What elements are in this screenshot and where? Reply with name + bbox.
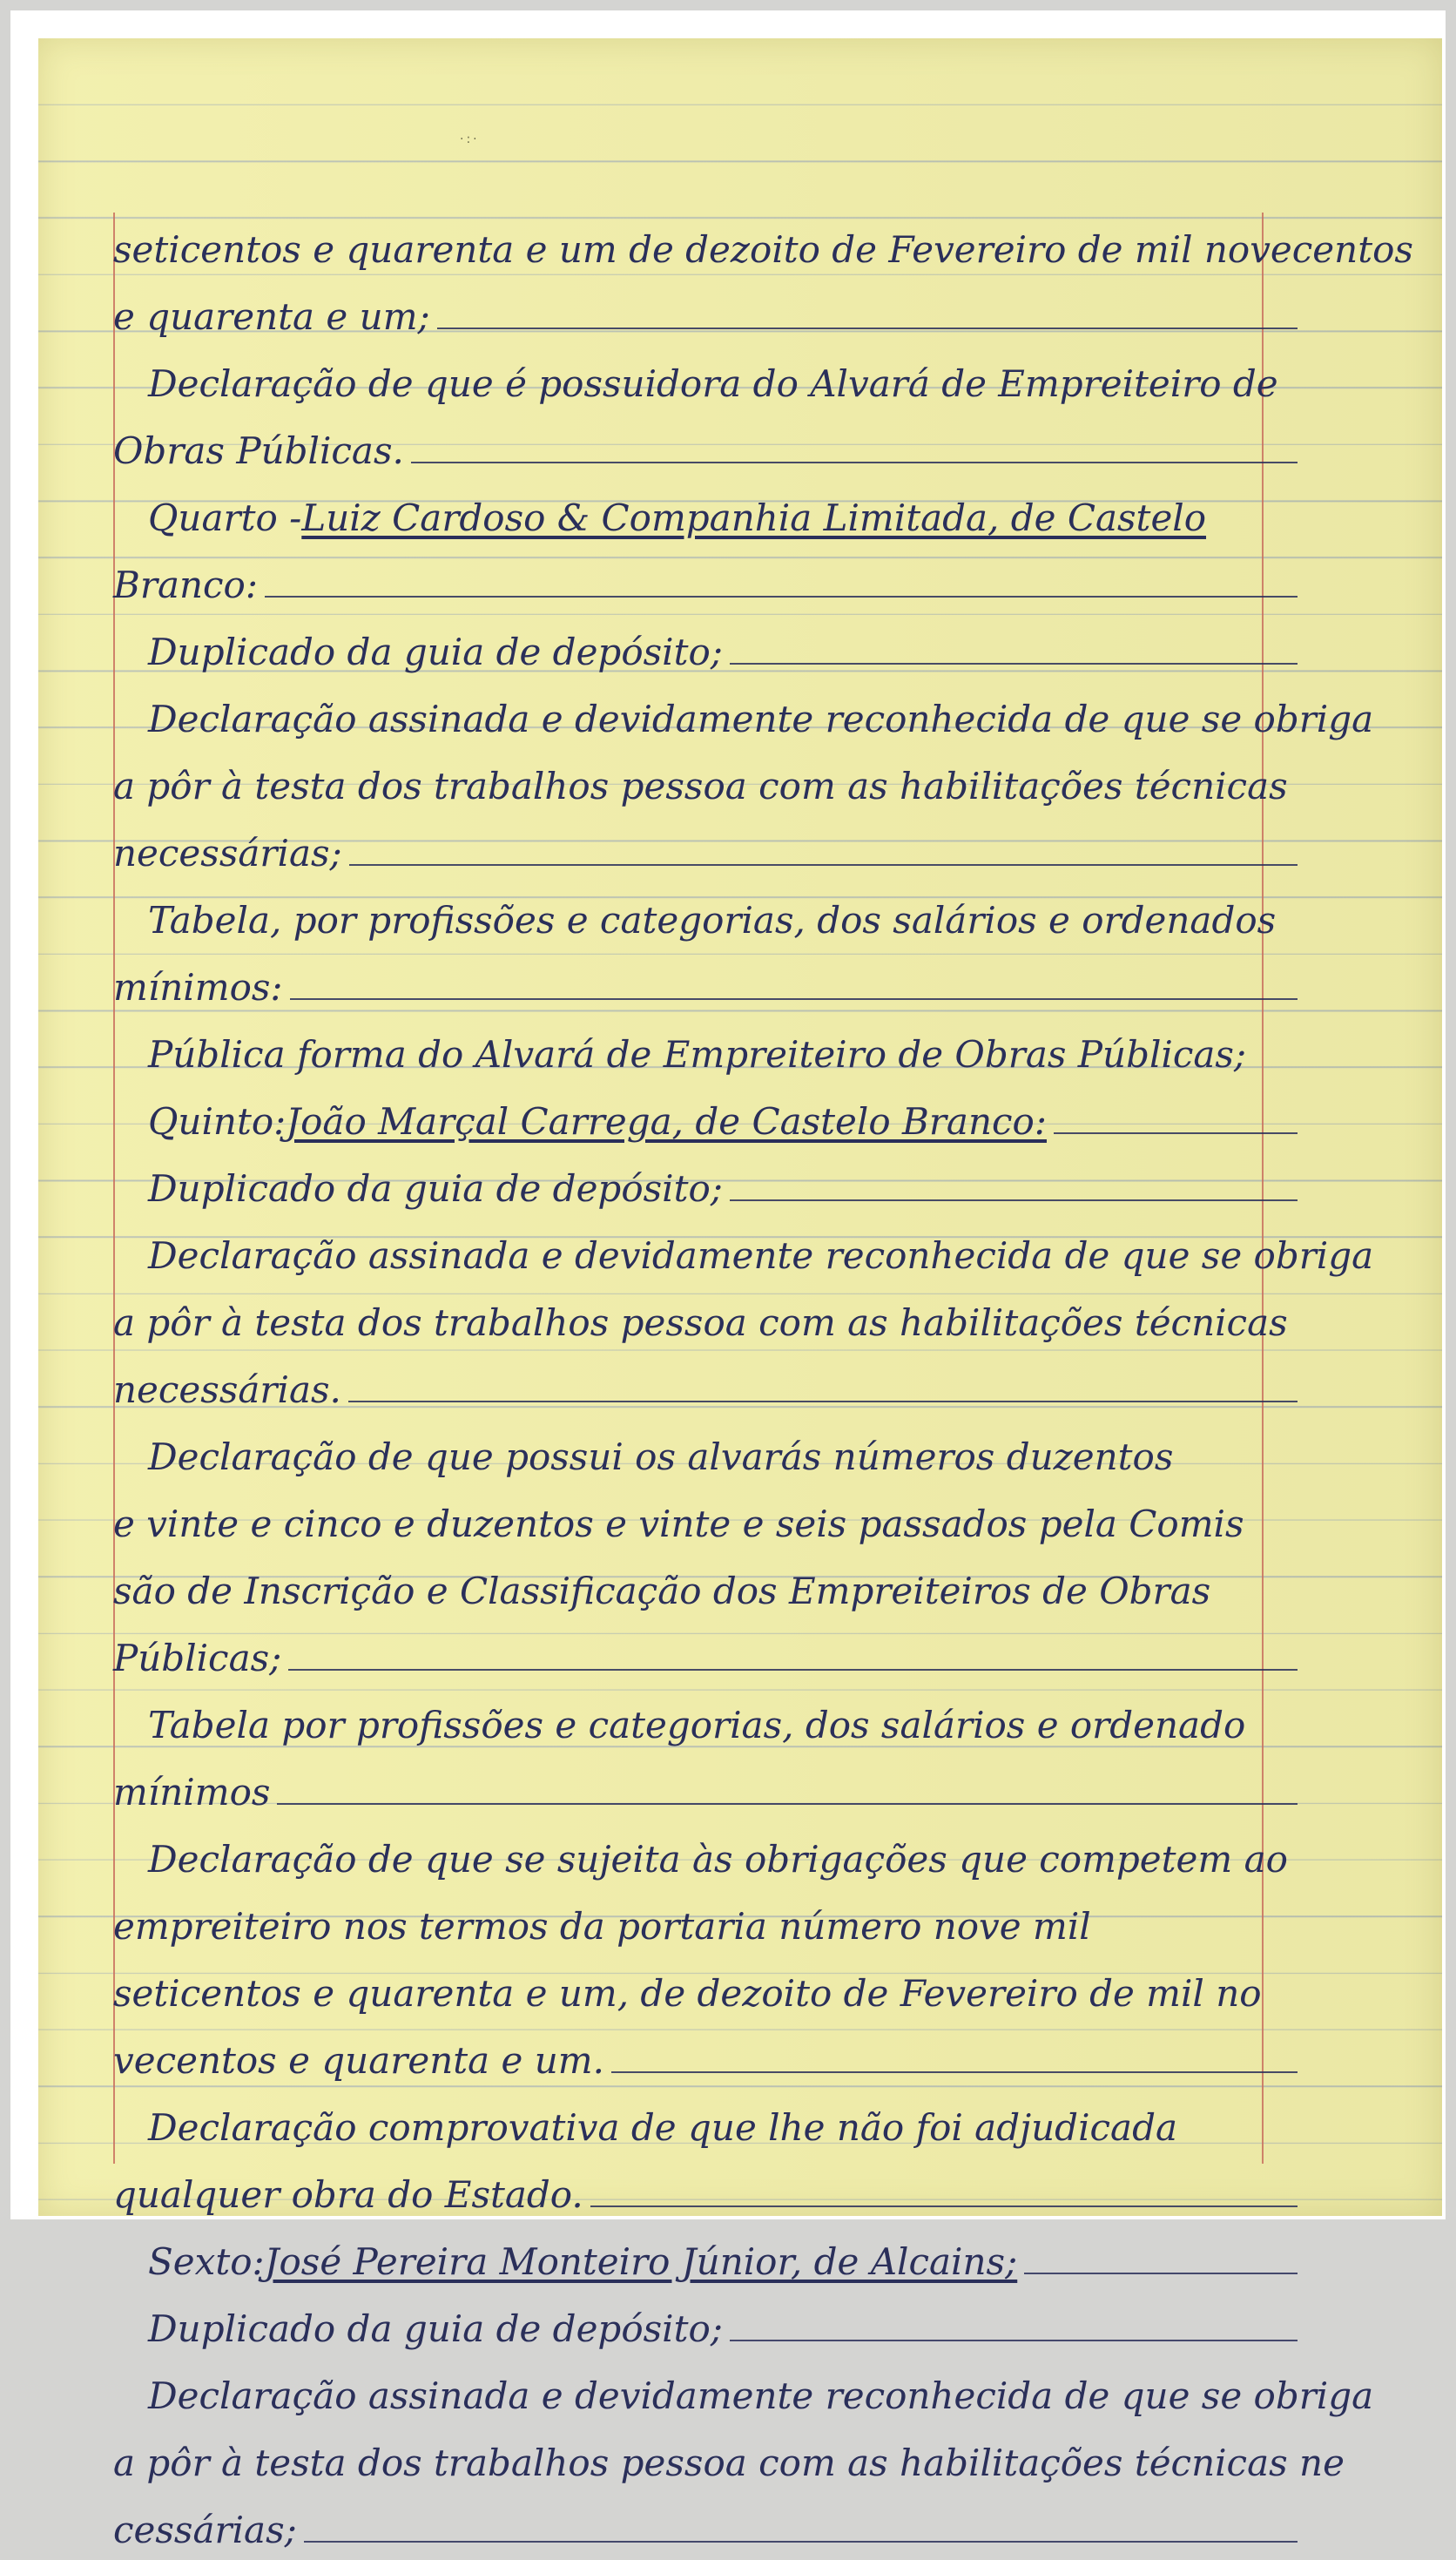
line-text: Pública forma do Alvará de Empreiteiro de Obras Públicas; xyxy=(148,1033,1247,1076)
line-text: seticentos e quarenta e um de dezoito de Fevereiro de mil novecentos xyxy=(113,228,1413,271)
text-line xyxy=(113,1889,1298,1956)
text-line xyxy=(113,1956,1298,2023)
text-line xyxy=(113,347,1298,414)
text-line xyxy=(113,2292,1298,2359)
ledger-paper xyxy=(38,38,1442,2551)
line-fill-dash xyxy=(348,1401,1298,1402)
line-text: a pôr à testa dos trabalhos pessoa com as habilitações técnicas xyxy=(113,1301,1288,1344)
text-line xyxy=(113,1219,1374,1286)
line-text: qualquer obra do Estado. xyxy=(113,2173,583,2216)
line-text: Tabela por profissões e categorias, dos salários e ordenado xyxy=(148,1704,1246,1746)
text-line xyxy=(113,1688,1298,1755)
text-line xyxy=(113,548,1298,615)
line-fill-dash xyxy=(288,1669,1298,1671)
line-text: Declaração comprovativa de que lhe não foi adjudicada xyxy=(148,2106,1177,2149)
line-text: vecentos e quarenta e um. xyxy=(113,2039,604,2082)
underlined-name: Luiz Cardoso & Companhia Limitada, de Castelo xyxy=(301,496,1207,539)
text-line xyxy=(113,2091,1298,2158)
underlined-name: João Marçal Carrega, de Castelo Branco: xyxy=(286,1100,1047,1143)
text-line xyxy=(113,414,1298,481)
line-text: mínimos xyxy=(113,1771,271,1814)
line-fill-dash xyxy=(1054,1132,1298,1134)
line-text: seticentos e quarenta e um, de dezoito de Fevereiro de mil no xyxy=(113,1972,1262,2015)
text-line xyxy=(113,950,1298,1017)
line-text: Sexto: xyxy=(148,2240,265,2283)
text-line xyxy=(113,2023,1298,2091)
underlined-name: José Pereira Monteiro Júnior, de Alcains; xyxy=(264,2240,1018,2283)
text-line xyxy=(113,1420,1298,1487)
line-text: Declaração assinada e devidamente reconhecida de que se obriga xyxy=(148,698,1374,740)
text-line xyxy=(113,2493,1298,2560)
line-text: necessárias; xyxy=(113,832,342,875)
line-text: Duplicado da guia de depósito; xyxy=(148,2307,723,2350)
line-fill-dash xyxy=(437,328,1298,329)
text-line xyxy=(113,2225,1298,2292)
line-text: Duplicado da guia de depósito; xyxy=(148,631,723,673)
ink-smudge: ·:· xyxy=(460,132,480,146)
text-line xyxy=(113,1353,1298,1420)
line-fill-dash xyxy=(730,1199,1298,1201)
text-line xyxy=(113,2426,1345,2493)
text-line xyxy=(113,615,1298,682)
text-line xyxy=(113,1152,1298,1219)
text-line xyxy=(113,883,1298,950)
line-text: a pôr à testa dos trabalhos pessoa com as habilitações técnicas ne xyxy=(113,2442,1345,2484)
line-text: cessárias; xyxy=(113,2509,297,2551)
text-line xyxy=(113,1822,1298,1889)
line-text: Duplicado da guia de depósito; xyxy=(148,1167,723,1210)
line-text: Branco: xyxy=(113,564,258,606)
line-fill-dash xyxy=(590,2205,1298,2207)
line-fill-dash xyxy=(611,2071,1298,2073)
line-fill-dash xyxy=(265,596,1298,598)
text-line xyxy=(113,1621,1298,1688)
line-text: e quarenta e um; xyxy=(113,295,430,338)
line-text: mínimos: xyxy=(113,966,283,1009)
line-text: Declaração de que é possuidora do Alvará de Empreiteiro de xyxy=(148,362,1278,405)
line-text: Declaração assinada e devidamente reconhecida de que se obriga xyxy=(148,1234,1374,1277)
text-line xyxy=(113,1755,1298,1822)
line-fill-dash xyxy=(290,998,1298,1000)
text-line xyxy=(113,280,1298,347)
line-fill-dash xyxy=(1024,2273,1298,2274)
text-line xyxy=(113,2158,1298,2225)
handwritten-text-block xyxy=(113,213,1413,2560)
line-fill-dash xyxy=(411,462,1298,463)
line-text: e vinte e cinco e duzentos e vinte e seis passados pela Comis xyxy=(113,1503,1244,1545)
text-line xyxy=(113,2359,1374,2426)
line-text: necessárias. xyxy=(113,1368,341,1411)
line-fill-dash xyxy=(277,1803,1298,1805)
text-line xyxy=(113,1487,1298,1554)
line-text: são de Inscrição e Classificação dos Empreiteiros de Obras xyxy=(113,1570,1211,1612)
text-line xyxy=(113,213,1413,280)
text-line xyxy=(113,1554,1298,1621)
text-line xyxy=(113,816,1298,883)
line-text: Tabela, por profissões e categorias, dos salários e ordenados xyxy=(148,899,1277,942)
line-text: Quinto: xyxy=(148,1100,286,1143)
line-text: Declaração de que se sujeita às obrigações que competem ao xyxy=(148,1838,1288,1881)
line-text: Públicas; xyxy=(113,1637,282,1679)
line-fill-dash xyxy=(730,2340,1298,2341)
line-text: empreiteiro nos termos da portaria número nove mil xyxy=(113,1905,1091,1948)
text-line xyxy=(113,1017,1298,1084)
line-text: Quarto - xyxy=(148,496,302,539)
line-fill-dash xyxy=(730,663,1298,665)
line-fill-dash xyxy=(304,2541,1298,2543)
text-line xyxy=(113,749,1298,816)
line-text: a pôr à testa dos trabalhos pessoa com as habilitações técnicas xyxy=(113,765,1288,807)
page-frame xyxy=(10,10,1446,2551)
text-line xyxy=(113,1084,1298,1152)
line-text: Declaração de que possui os alvarás números duzentos xyxy=(148,1435,1174,1478)
text-line xyxy=(113,1286,1298,1353)
text-line xyxy=(113,481,1298,548)
text-line xyxy=(113,682,1374,749)
line-text: Declaração assinada e devidamente reconhecida de que se obriga xyxy=(148,2374,1374,2417)
line-fill-dash xyxy=(349,864,1298,866)
line-text: Obras Públicas. xyxy=(113,429,404,472)
